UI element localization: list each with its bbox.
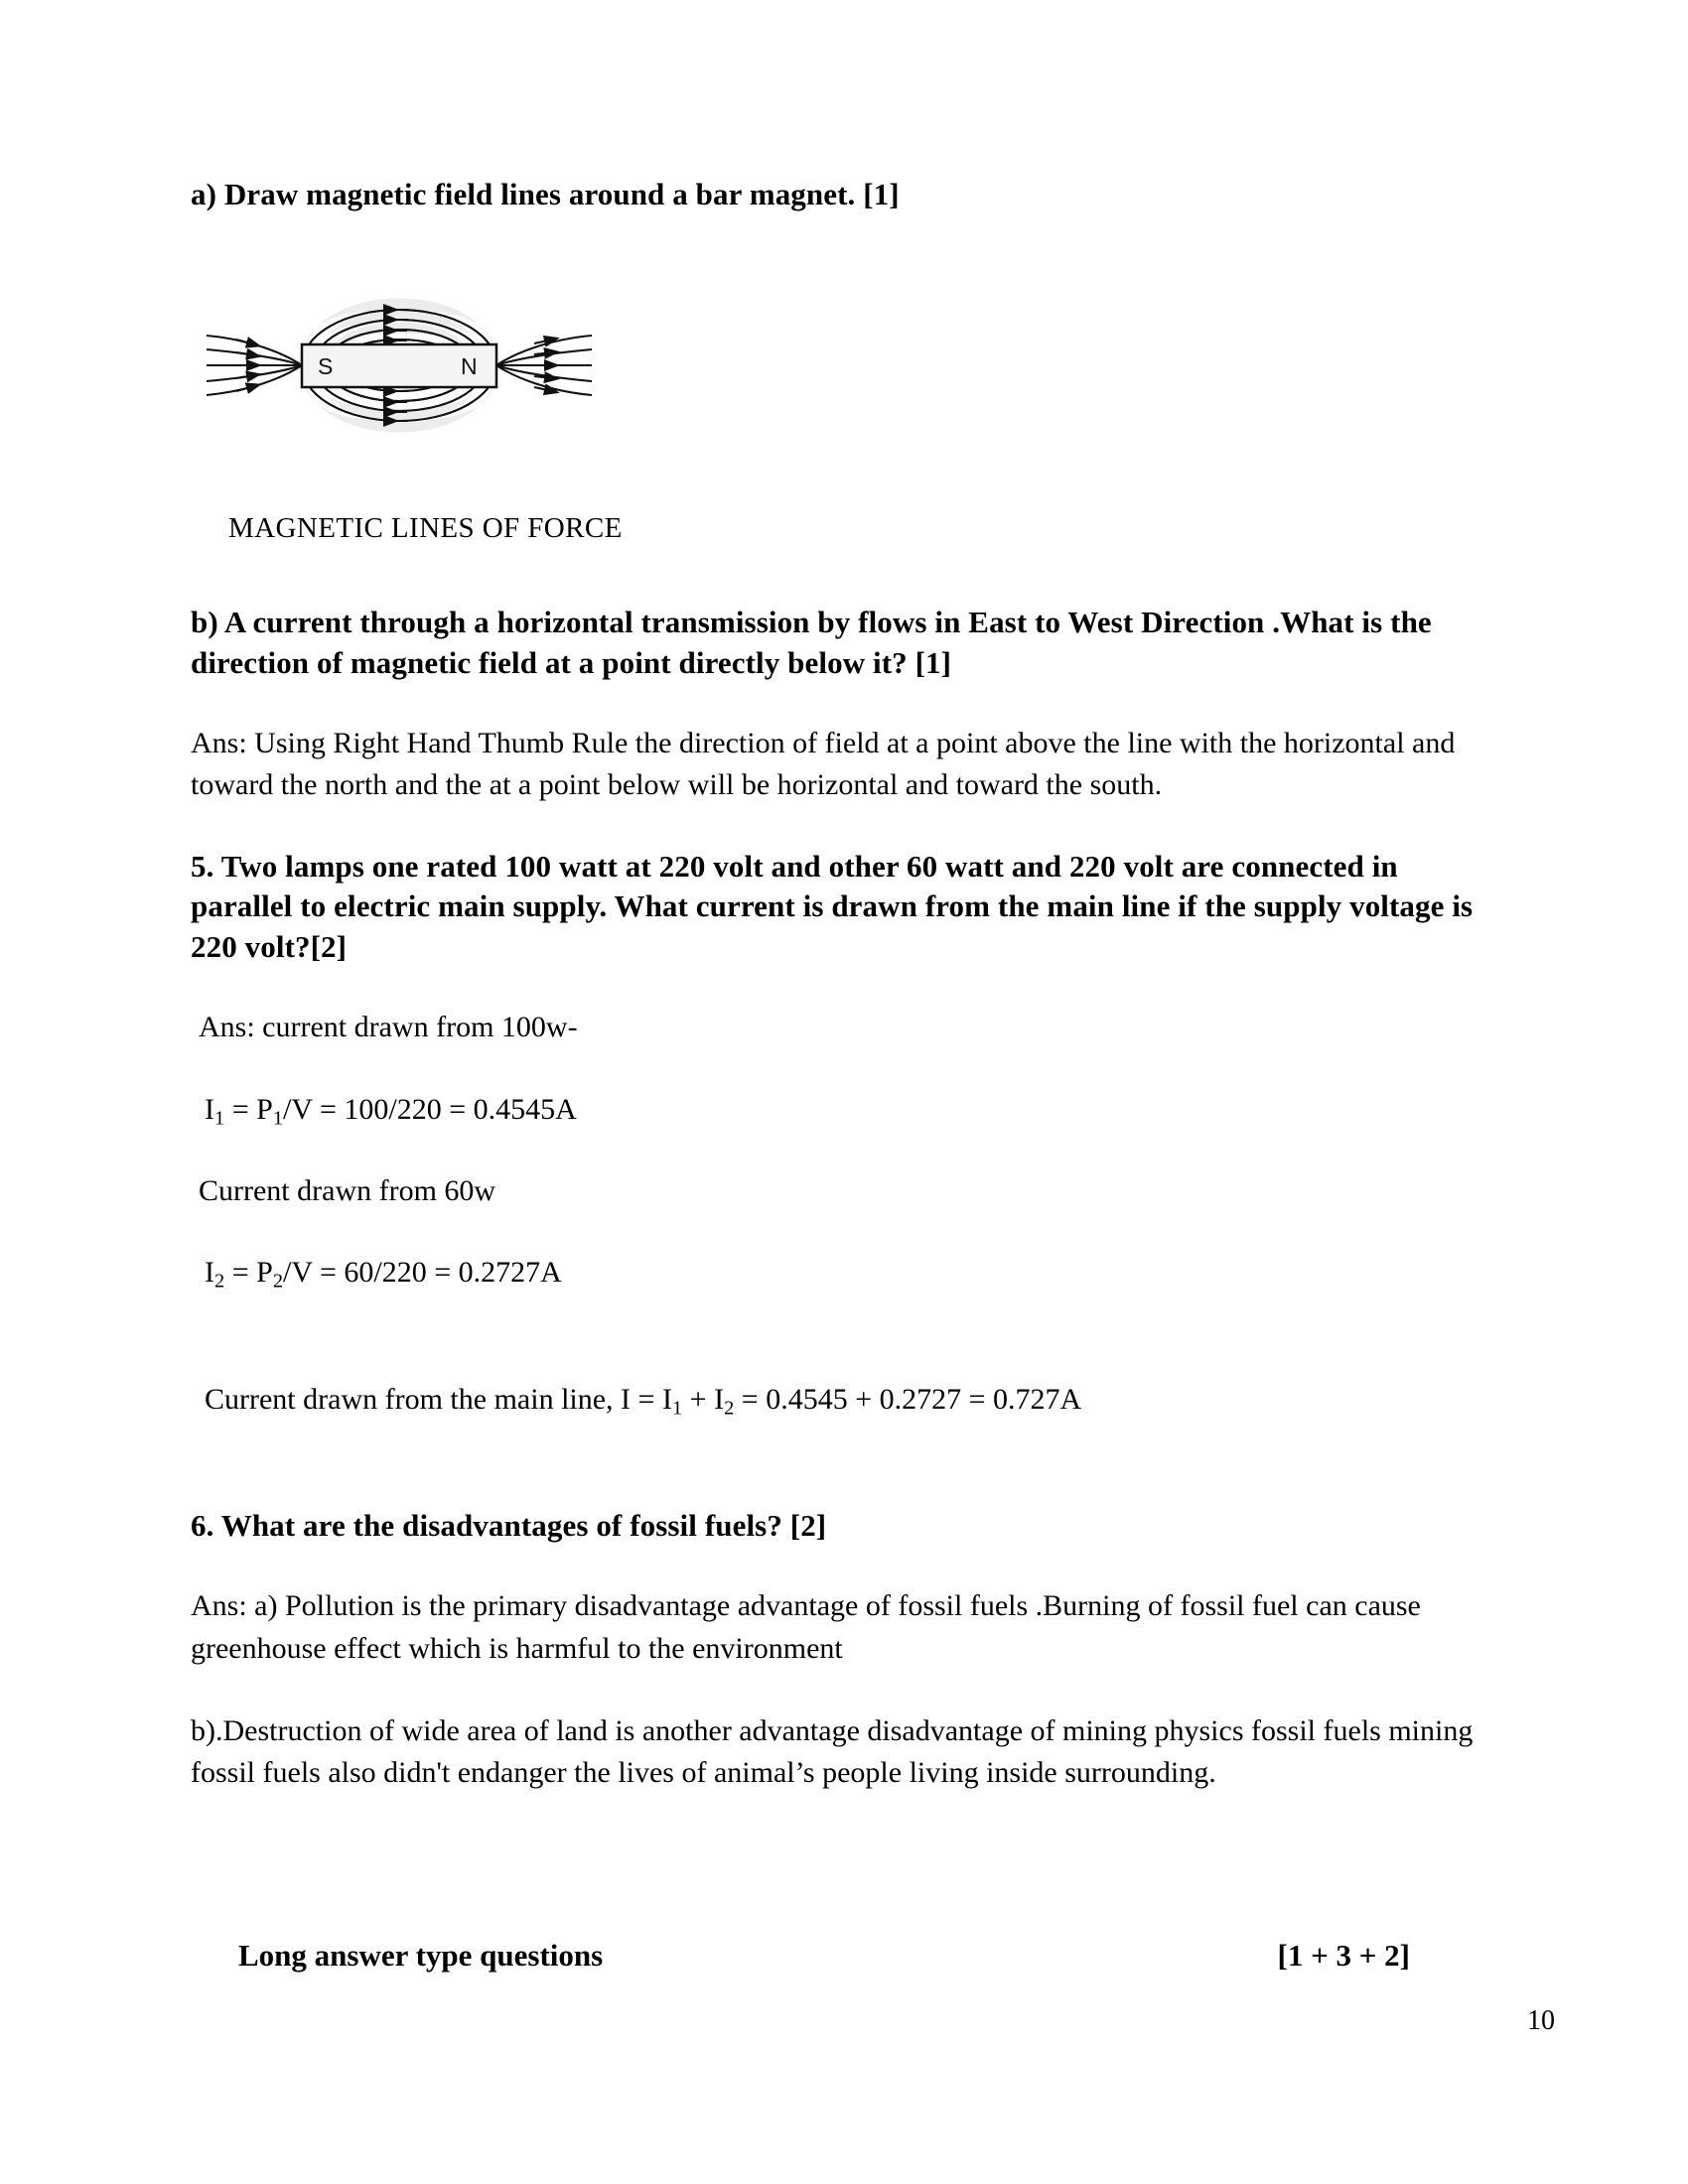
formula-i1-tail: /V = 100/220 = 0.4545A [283, 1092, 577, 1126]
north-pole-label: N [461, 353, 478, 380]
formula-i2-p-subscript: 2 [272, 1270, 284, 1293]
formula-total-current [191, 1379, 1497, 1421]
question-b-answer: Ans: Using Right Hand Thumb Rule the direction of field at a point above the line with the horizontal and toward the north and the at a point below will be horizontal and toward the south. [191, 726, 1456, 802]
formula-i2-body: = P [224, 1256, 273, 1290]
formula-i2-subscript: 2 [214, 1270, 225, 1293]
south-pole-label: S [318, 353, 334, 380]
formula-total-mid: + I [682, 1383, 725, 1417]
line-current-60w: Current drawn from 60w [199, 1173, 496, 1207]
long-answer-marks: [1 + 3 + 2] [1277, 1937, 1410, 1973]
question-6-heading: 6. What are the disadvantages of fossil fuels? [2] [191, 1508, 827, 1544]
long-answer-title: Long answer type questions [238, 1937, 604, 1973]
question-b-heading: b) A current through a horizontal transmission by flows in East to West Direction .What is the direction of magnetic field at a point directly below it? [1] [191, 605, 1432, 680]
document-content [191, 175, 1497, 1974]
formula-i2 [191, 1252, 1497, 1294]
question-a-heading: a) Draw magnetic field lines around a bar magnet. [1] [191, 177, 900, 211]
question-6-answer-b: b).Destruction of wide area of land is another advantage disadvantage of mining physics fossil fuels mining fossil fuels also didn't endanger the lives of animal’s people living inside surrounding. [191, 1713, 1474, 1790]
bar-magnet-diagram [191, 214, 608, 502]
figure-caption: MAGNETIC LINES OF FORCE [228, 512, 623, 545]
formula-i1 [191, 1089, 1497, 1131]
formula-i1-symbol: I [205, 1092, 214, 1126]
formula-i1-p-subscript: 1 [272, 1107, 284, 1130]
long-answer-section-row [238, 1938, 1410, 1974]
formula-i1-body: = P [224, 1092, 273, 1126]
formula-total-tail: = 0.4545 + 0.2727 = 0.727A [734, 1383, 1082, 1417]
question-6-answer-a: Ans: a) Pollution is the primary disadvantage advantage of fossil fuels .Burning of fossil fuel can cause greenhouse effect which is harmful to the environment [191, 1589, 1421, 1666]
page-number: 10 [1527, 2005, 1555, 2036]
formula-i2-tail: /V = 60/220 = 0.2727A [283, 1256, 562, 1290]
formula-i2-symbol: I [205, 1256, 214, 1290]
formula-total-prefix: Current drawn from the main line, I = I [205, 1383, 672, 1417]
question-5-heading: 5. Two lamps one rated 100 watt at 220 volt and other 60 watt and 220 volt are connected in parallel to electric main supply. What current is drawn from the main line if the supply voltage is 220 volt?[2] [191, 849, 1474, 964]
magnetic-field-figure [191, 214, 1497, 512]
formula-i1-subscript: 1 [214, 1107, 225, 1130]
formula-total-sub1: 1 [671, 1397, 683, 1420]
formula-total-sub2: 2 [724, 1397, 735, 1420]
question-5-answer-intro: Ans: current drawn from 100w- [199, 1010, 578, 1043]
